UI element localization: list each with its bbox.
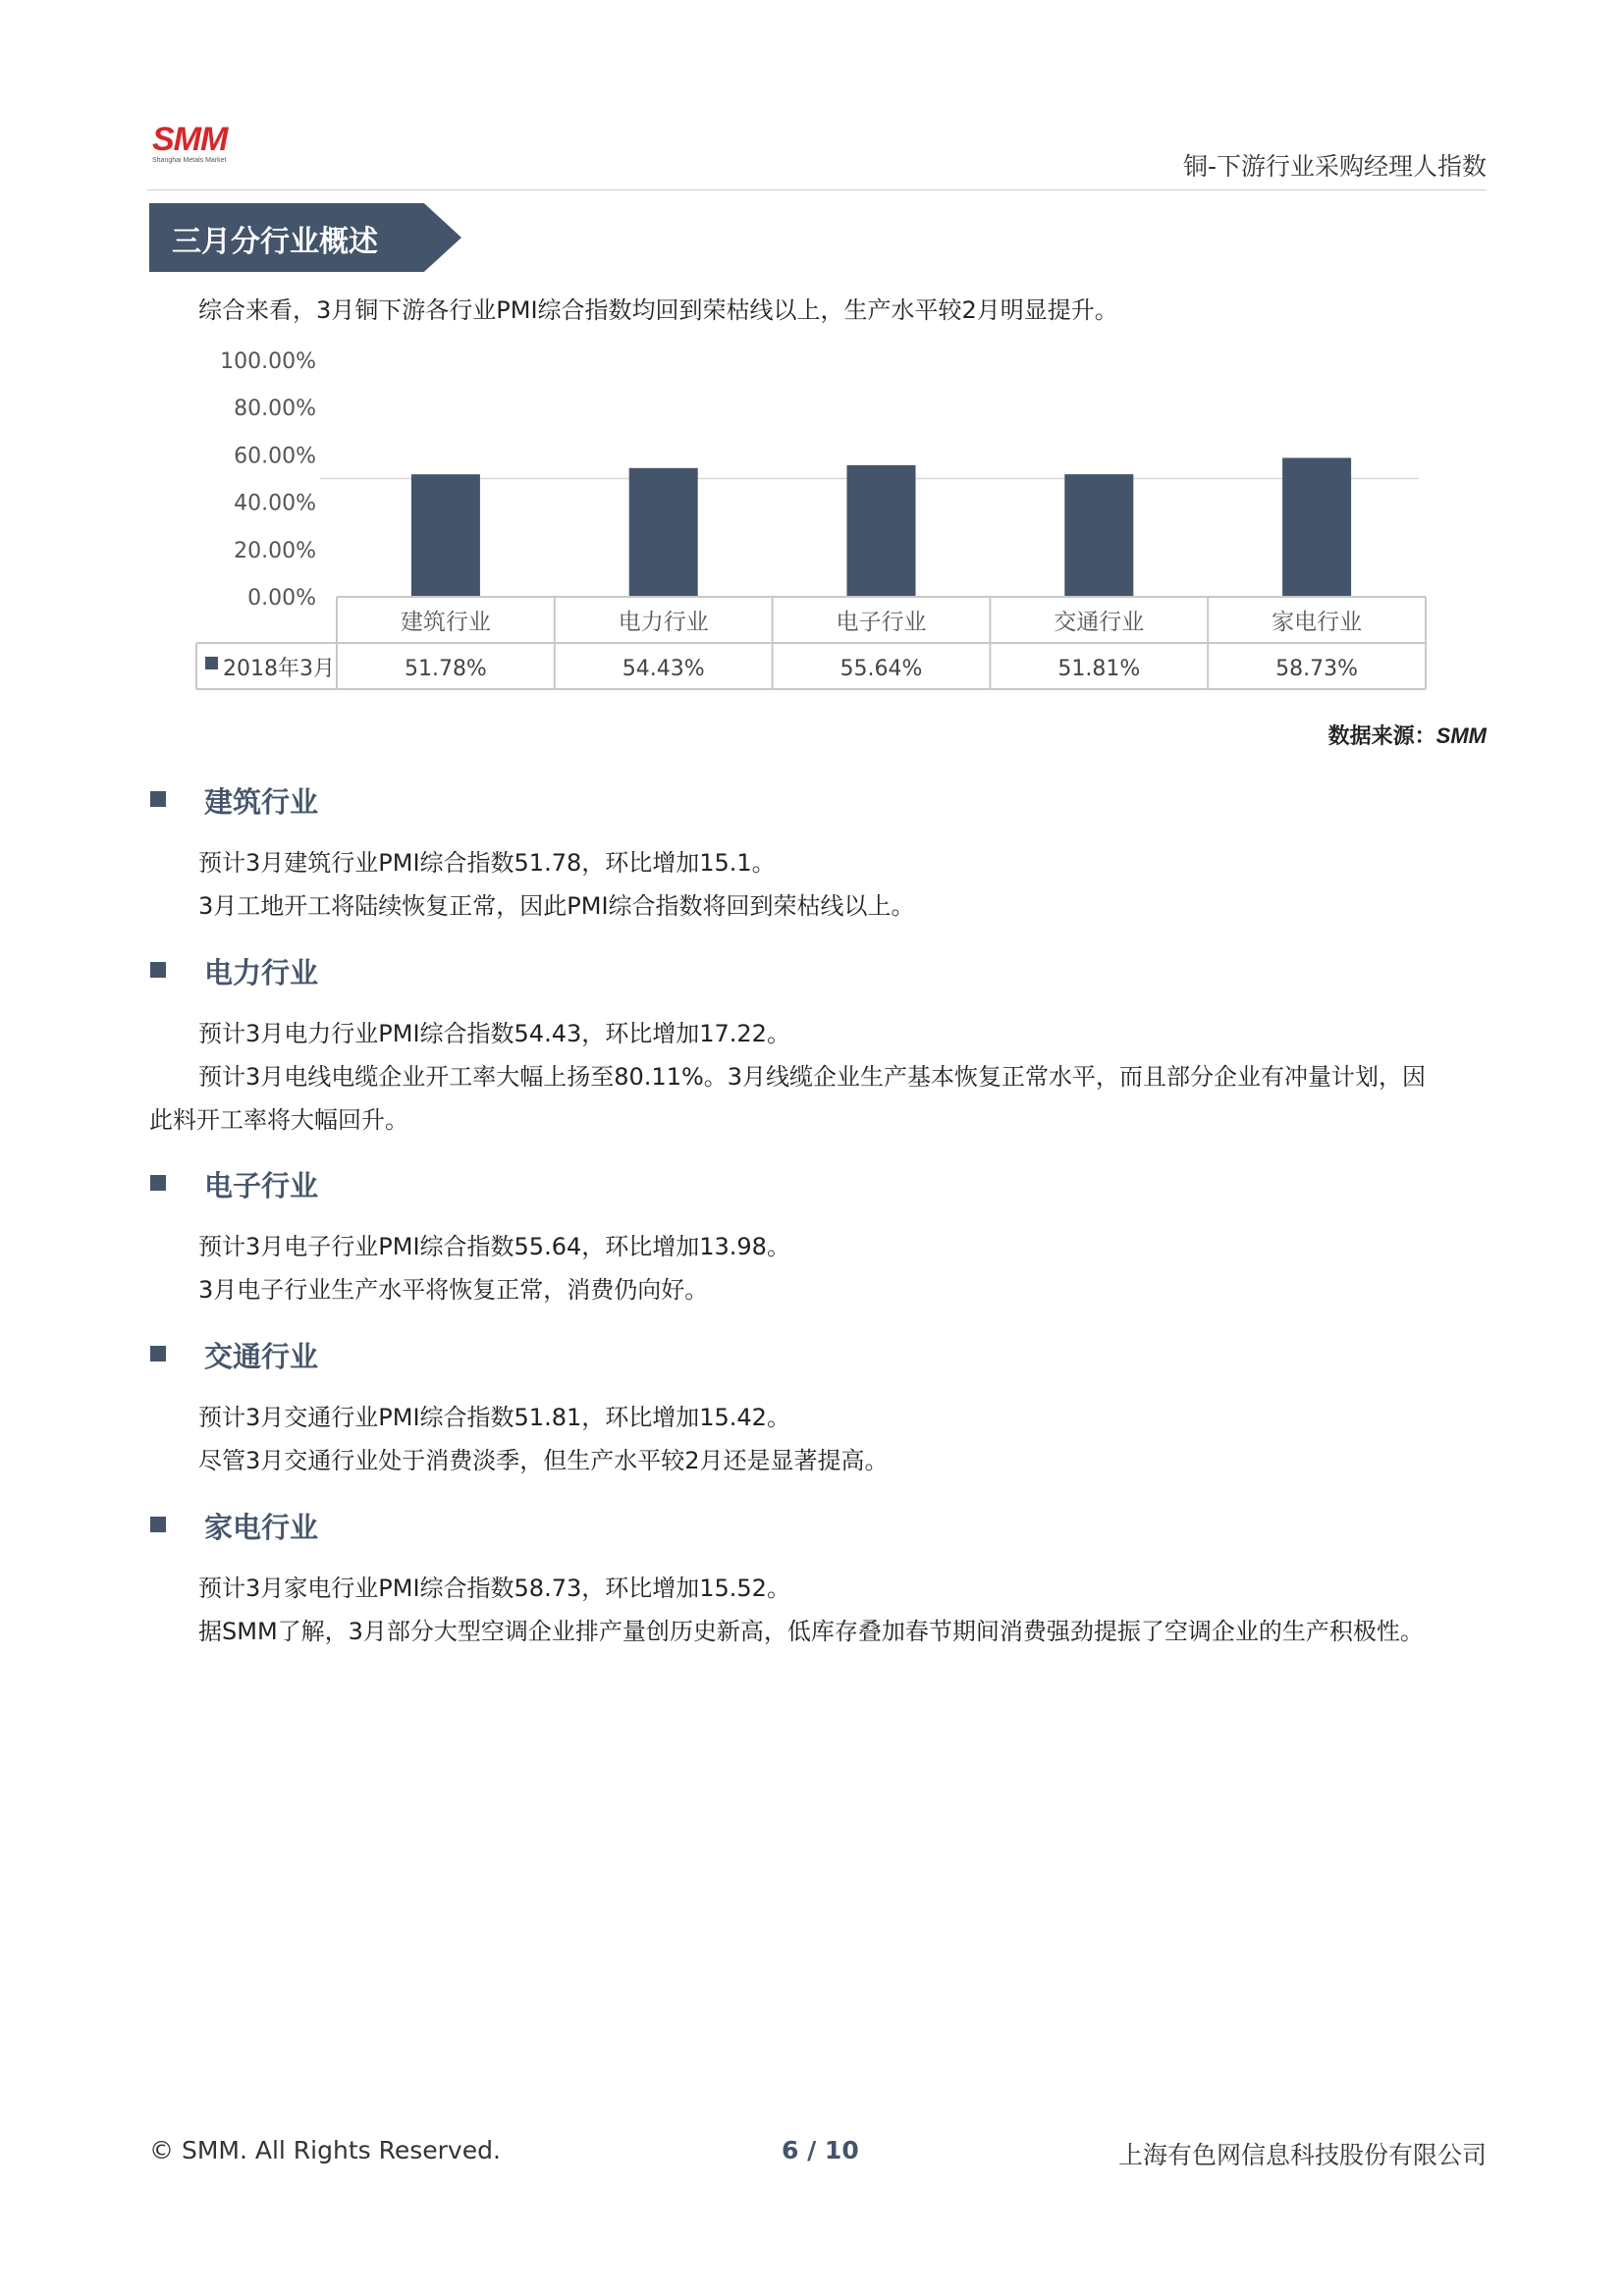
category-label: 电子行业 xyxy=(836,610,927,635)
logo-main-text: SMM xyxy=(152,121,228,158)
y-tick-label: 20.00% xyxy=(234,538,316,563)
industry-title-appliance: 家电行业 xyxy=(204,1511,319,1544)
y-tick-label: 40.00% xyxy=(234,491,316,516)
section-intro: 综合来看，3月铜下游各行业PMI综合指数均回到荣枯线以上，生产水平较2月明显提升。 xyxy=(198,296,1118,324)
footer-copyright: © SMM. All Rights Reserved. xyxy=(149,2136,501,2164)
bar-1 xyxy=(411,474,480,597)
data-label: 54.43% xyxy=(622,657,705,681)
category-label: 交通行业 xyxy=(1054,610,1145,635)
logo-sub-text: Shanghai Metals Market xyxy=(152,157,227,164)
y-tick-label: 100.00% xyxy=(220,349,316,374)
data-source-label: 数据来源： xyxy=(1327,724,1436,749)
industry-title-power: 电力行业 xyxy=(204,956,319,989)
y-tick-label: 80.00% xyxy=(234,397,316,422)
category-label: 电力行业 xyxy=(618,610,709,635)
report-title: 铜-下游行业采购经理人指数 xyxy=(1182,152,1487,181)
text-line: 尽管3月交通行业处于消费淡季，但生产水平较2月还是显著提高。 xyxy=(198,1447,889,1474)
industry-title-transport: 交通行业 xyxy=(204,1340,319,1373)
bar-5 xyxy=(1282,457,1351,597)
text-line: 预计3月电线电缆企业开工率大幅上扬至80.11%。3月线缆企业生产基本恢复正常水平，而且部分企业有冲量计划，因 xyxy=(198,1063,1427,1091)
text-line: 此料开工率将大幅回升。 xyxy=(149,1106,408,1134)
bullet-square-icon xyxy=(150,1175,166,1191)
bullet-square-icon xyxy=(150,1346,166,1362)
bar-3 xyxy=(847,465,916,597)
data-source-name: SMM xyxy=(1435,723,1487,748)
text-line: 预计3月建筑行业PMI综合指数51.78，环比增加15.1。 xyxy=(198,849,776,877)
footer-company: 上海有色网信息科技股份有限公司 xyxy=(1117,2141,1487,2169)
industry-text-electronics xyxy=(149,1225,790,1311)
text-line: 据SMM了解，3月部分大型空调企业排产量创历史新高，低库存叠加春节期间消费强劲提振了空调企业的生产积极性。 xyxy=(198,1618,1424,1645)
industry-text-appliance xyxy=(149,1567,1424,1653)
section-banner-title: 三月分行业概述 xyxy=(172,225,378,259)
category-label: 建筑行业 xyxy=(400,610,491,635)
text-line: 预计3月电力行业PMI综合指数54.43，环比增加17.22。 xyxy=(198,1020,790,1047)
text-line: 预计3月家电行业PMI综合指数58.73，环比增加15.52。 xyxy=(198,1575,790,1602)
bullet-square-icon xyxy=(150,791,166,807)
data-label: 55.64% xyxy=(839,657,923,681)
industry-title-construction: 建筑行业 xyxy=(204,785,319,819)
text-line: 3月电子行业生产水平将恢复正常，消费仍向好。 xyxy=(198,1276,709,1304)
legend-swatch xyxy=(205,657,218,669)
data-label: 58.73% xyxy=(1275,657,1359,681)
text-line: 3月工地开工将陆续恢复正常，因此PMI综合指数将回到荣枯线以上。 xyxy=(198,892,915,920)
bar-4 xyxy=(1064,474,1133,597)
bullet-square-icon xyxy=(150,1517,166,1532)
legend-label: 2018年3月 xyxy=(223,657,335,681)
data-label: 51.78% xyxy=(404,657,487,681)
bar-2 xyxy=(629,468,698,597)
industry-text-construction xyxy=(149,841,915,928)
text-line: 预计3月电子行业PMI综合指数55.64，环比增加13.98。 xyxy=(198,1233,790,1260)
y-tick-label: 60.00% xyxy=(234,444,316,469)
industry-text-power xyxy=(149,1012,1426,1142)
industry-text-transport xyxy=(149,1396,889,1482)
pmi-bar-chart xyxy=(0,0,1624,707)
data-source xyxy=(1328,720,1487,750)
y-tick-label: 0.00% xyxy=(247,586,316,611)
footer-page-number: 6 / 10 xyxy=(782,2136,859,2164)
bullet-square-icon xyxy=(150,962,166,978)
industry-title-electronics: 电子行业 xyxy=(204,1169,319,1202)
category-label: 家电行业 xyxy=(1272,610,1363,635)
text-line: 预计3月交通行业PMI综合指数51.81，环比增加15.42。 xyxy=(198,1404,790,1431)
data-label: 51.81% xyxy=(1057,657,1141,681)
